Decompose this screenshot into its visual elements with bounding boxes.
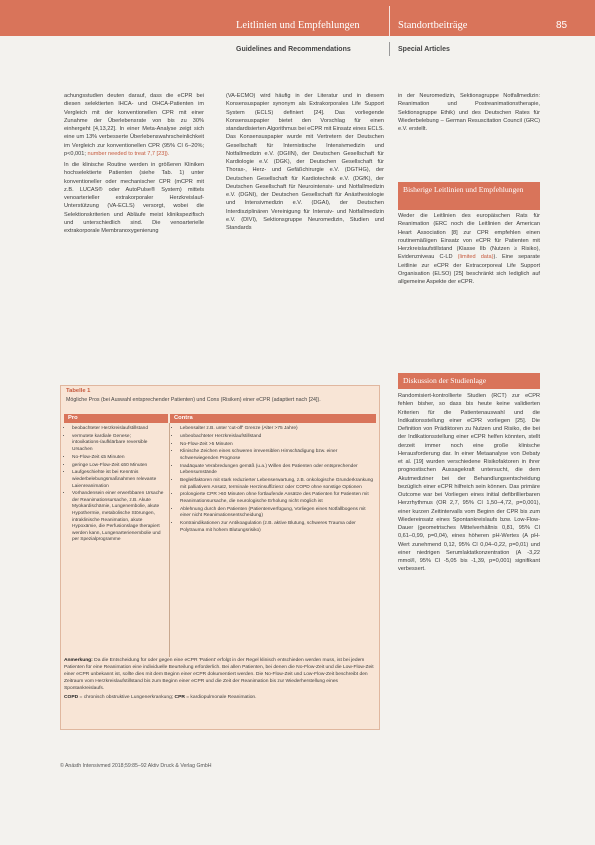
table-header-pro: Pro	[64, 414, 168, 423]
pro-item: • Laufgeschiehte ist bei Kenntnis wiederbelebungsmaßnahmen relevante Laienreanimation	[72, 470, 168, 490]
table-note	[64, 658, 374, 703]
table-pro-column	[64, 426, 168, 545]
abbr-cpr-text: = kardiopulmonale Reanimation.	[186, 694, 257, 700]
col2-paragraph: (VA-ECMO) wird häufig in der Literatur und in diesem Konsensuspapier synonym als Extrakorporales Life Support System (ECLS) definiert [24]. Das vorliegende Konsensuspapier bietet den Vorschlag für einen standardisierten Algorithmus bei eCPR mit Einsatz eines ECLS. Das Konsensuspapier wurde mit Vertretern der Deutschen Gesellschaft für Internistische Intensivmedizin und Notfallmedizin e.V. (DGIIN), der Deutschen Gesellschaft für Kardiologie e.V. (DGK), der Deutschen Gesellschaft für Thorax-, Herz- und Gefäßchirurgie e.V. (DGTHG), der Deutschen Gesellschaft für Kardiotechnik e.V. (DGfK), der Deutschen Gesellschaft für Neurointensiv- und Notfallmedizin e.V. (DGNI), der Deutschen Gesellschaft für Anästhesiologie und Intensivmedizin e.V. (DGAI), der Deutschen Interdisziplinären Vereinigung für Intensiv- und Notfallmedizin e.V. (DIVI), Sektionsgruppe Neuromedizin, Studien und Standards	[226, 93, 384, 231]
col1-paragraph: achungsstudien deuten darauf, dass die eCPR bei diesen selektierten IHCA- und OHCA-Patienten im Vergleich mit der konventionellen CPR mit einer Zunahme der Überlebensrate von bis zu 30% einhergeht [4,13,22]. In einer Meta-Analyse zeigt sich eine um 13% verbesserte Überlebenswahrscheinlichkeit im Vergleich zur konventionellen CPR (95% CI 6–20%; p<0,001;	[64, 93, 204, 157]
table-column-divider	[169, 423, 170, 657]
note-text: Da die Entscheidung für oder gegen eine eCPR 'Patient' erfolgt in der Regel klinisch entschieden werden muss, ist bei jedem Patienten für eine Reanimation eine individuelle Beurteilung erforderlich. Bei allen Patienten, bei denen die No-Flow-Zeit und die Low-Flow-Zeit einer eCPR unbekannt ist, sollte dies mit dem Beginn einer eCPR dokumentiert werden. Die No-Flow-Zeit und Low-Flow-Zeit beschreibt den Zeitraum vom Herzkreislaufstillstand bis zum Beginn einer eCPR und die Zeit der Reanimation bis zur Wiederherstellung eines Spontankreislaufs.	[64, 658, 374, 691]
con-item: • Kontraindikationen zur Antikoagulation (z.B. aktive Blutung, schweres Trauma oder Polytrauma mit hohem Blutungsrisiko)	[180, 521, 376, 534]
header-right-subtitle: Special Articles	[398, 46, 450, 53]
pro-item: • Vorhandensein einer erwerbbaren Ursache der Reanimationsursache, z.B. Akute Myokardischämie, Lungenembolie, akute Hypothermie, metabolische Störungen, intraklinische Reanimation, akute Hypoxämie, die Perfusionslage therapiert werden kann, Lungenarterienembolie und per Spezialprogramme	[72, 491, 168, 544]
header-divider	[389, 6, 390, 36]
footer-copyright: © Anästh Intensivmed 2018;59:85–92 Aktiv Druck & Verlag GmbH	[60, 763, 212, 769]
con-item: • unbeobachteter Herzkreislaufstillstand	[180, 434, 376, 441]
header-right-title: Standortbeiträge	[398, 20, 468, 31]
column-2	[226, 92, 384, 235]
con-item: • prolongierte CPR >60 Minuten ohne fortlaufende Ansätze des Patienten für Patienten mit Reanimationsursache, die neurologische Erholung nicht möglich ist	[180, 492, 376, 505]
section1-text-cont: ). Eine separate Leitlinie zur eCPR der Extracorporeal Life Support Organisation (ELSO) [25] beschränkt sich lediglich auf allgemeine Aspekte der eCPR.	[398, 254, 540, 285]
table-header-contra: Contra	[170, 414, 376, 423]
col1-paragraph: In die klinische Routine werden in größeren Kliniken hochselektierte Patienten (siehe Tab. 1) unter konventioneller oder mechanischer CPR (mCPR mit z.B. LUCAS® oder AutoPulse® System) mittels venoarterieller extrakorporaler Herzkreislauf-Unterstützung (VA-ECLS) versorgt, wobei die Selektionskriterien und Abläufe meist klinikspezifisch und unterschiedlich sind. Die venoarterielle extrakorporale Membranoxygenierung	[64, 162, 204, 234]
table-title: Mögliche Pros (bei Auswahl entsprechender Patienten) und Cons (Risiken) einer eCPR (adaptiert nach [24]).	[66, 397, 321, 403]
section2-text: Randomisiert-kontrollierte Studien (RCT) zur eCPR fehlen bisher, so dass bis heute keine validierten Kriterien für die Patientenauswahl und die Indikationsstellung einer eCPR vorliegen [25]. Die Definition von Prädiktoren zu Nutzen und Risiko, die bei der Indikationsstellung einer eCPR helfen könnten, stellt derzeit immer noch eine große klinische Herausforderung dar. In einer Metaanalyse von Debaty et al. [19] wurden verschiedene Risikofaktoren in ihrer prognostischen Aussagekraft untersucht, die dem Akutmediziner bei der Behandlungsentscheidung bezüglich einer eCPR hilfreich sein können. Das primäre Outcome war bei Vorliegen eines initial defibrillierbaren Herzrhythmus (OR 2,7, 95% CI 1,50–4,72, p=0,001), einer kurzen Zeitintervalls vom Beginn der CPR bis zum Wiedereinsatz eines Spontankreislaufs bzw. Low-Flow-Dauer (geometrisches Mittelverhältnis 0,81, 95% CI 0,61–0,99, p=0,04), eines höheren pH-Wertes (A pH-Wert zunehmend 0,12, 95% CI 0,04–0,22, p=0,01) und einer niedrigen Serumlaktatkonzentration (A -3,22 mmol/l, 95% CI -5,05 bis -1,39, p=0,001) signifikant verbessert.	[398, 393, 540, 573]
note-label: Anmerkung:	[64, 658, 93, 663]
abbr-copd-text: = chronisch obstruktive Lungenerkrankung;	[79, 694, 174, 700]
section1-text: Weder die Leitlinien des europäischen Rats für Reanimation (ERC noch die Leitlinien der American Heart Association [8] zur CPR empfehlen einen routinemäßigen Einsatz von eCPR für Patienten mit Herzkreislaufstillstand (Klasse IIb (Nutzen ≥ Risiko), Evidenzniveau C-LD	[398, 213, 540, 261]
pro-item: • geringe Low-Flow-Zeit ≤60 Minuten	[72, 463, 168, 470]
pro-item: • beobachteter Herzkreislaufstillstand	[72, 426, 168, 433]
con-item: • Inadäquate Verabredungen gemäß (u.a.) Willen des Patienten oder entsprechender Lebensumstände	[180, 464, 376, 477]
con-item: • Begleitfaktoren mit stark reduzierter Lebenserwartung, z.B. onkologische Grunderkrankung mit palliativem Ansatz, terminale Herzinsuffizienz oder COPD ohne sonstige Optionen	[180, 478, 376, 491]
column-3-section-1	[398, 212, 540, 289]
section-heading-discussion: Diskussion der Studienlage	[398, 373, 540, 389]
section-heading-guidelines: Bisherige Leitlinien und Empfehlungen	[398, 182, 540, 210]
pro-item: • No-Flow-Zeit ≤5 Minuten	[72, 455, 168, 462]
abbr-cpr: CPR	[174, 694, 185, 700]
header-left-title: Leitlinien und Empfehlungen	[236, 20, 360, 31]
col1-reference: number needed to treat 7,7 [23]).	[87, 150, 170, 157]
col3-intro: in der Neuromedizin, Sektionsgruppe Notfallmedizin: Reanimation und Postreanimationstherapie, Sektionsgruppe Ethik) und des Deutschen Rates für Wiederbelebung – German Resuscitation Council (GRC) e.V. erstellt.	[398, 93, 540, 132]
subheader-divider	[389, 42, 390, 56]
table-label: Tabelle 1	[66, 388, 91, 394]
abbr-copd: COPD	[64, 694, 79, 700]
header-left-subtitle: Guidelines and Recommendations	[236, 46, 351, 53]
con-item: • Klinische Zeichen eines schweren irreversiblen Hirnschädigung bzw. einer schwerwiegenden Prognose	[180, 449, 376, 462]
page-number: 85	[556, 20, 568, 31]
con-item: • Lebensalter z.B. unter 'cut-off' Grenze (Alter >75 Jahre)	[180, 426, 376, 433]
table-contra-column	[172, 426, 376, 536]
con-item: • No-Flow-Zeit >5 Minuten	[180, 442, 376, 449]
column-1	[64, 92, 204, 238]
section1-reference: (limited data)	[457, 254, 494, 261]
column-3-intro	[398, 92, 540, 136]
column-3-section-2	[398, 392, 540, 577]
pro-item: • vermutete kardiale Genese; intoxikations-/aufklärbare reversible Ursachen	[72, 434, 168, 454]
con-item: • Ablehnung durch den Patienten (Patientenverfügung, Vorliegen eines Notfallbogens mit einer nicht Reanimationsentscheidung)	[180, 507, 376, 520]
